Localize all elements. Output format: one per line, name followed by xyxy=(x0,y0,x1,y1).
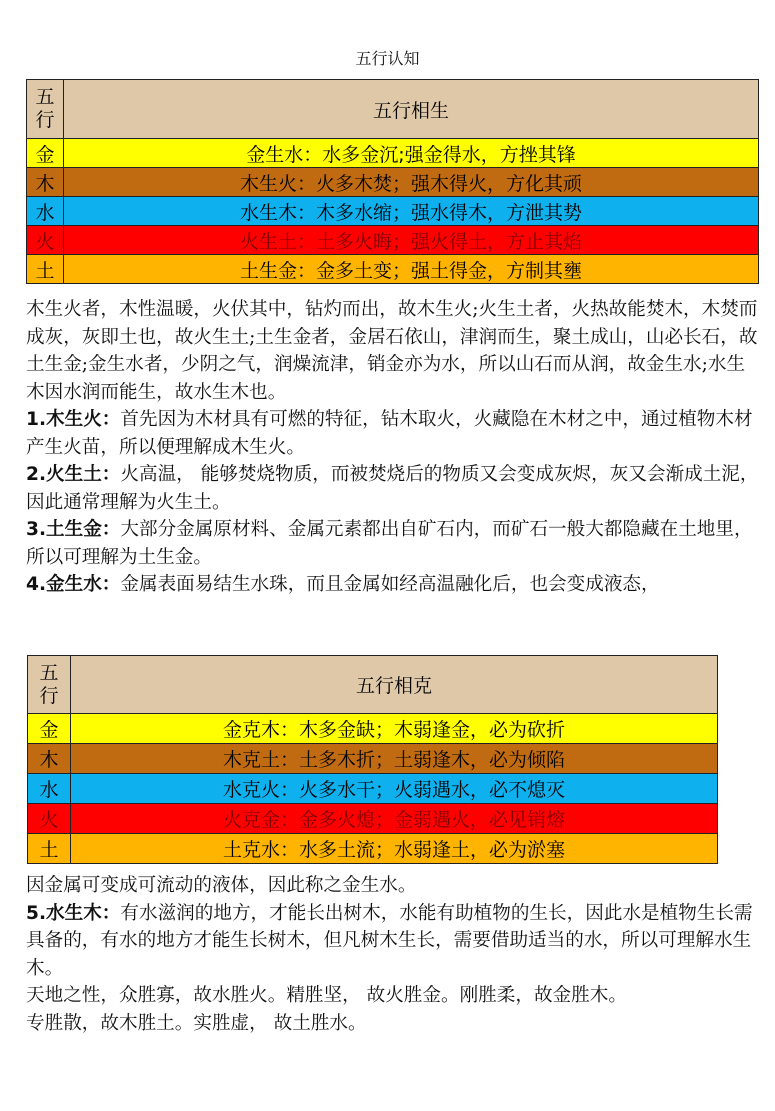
table-row xyxy=(28,714,718,744)
list-item xyxy=(26,571,760,599)
restraint-table xyxy=(27,655,718,864)
table-row xyxy=(28,834,718,864)
body-text-lower xyxy=(26,872,760,1037)
list-item xyxy=(26,461,760,516)
list-item xyxy=(26,406,760,461)
generation-table xyxy=(26,79,759,284)
table-row xyxy=(27,197,759,226)
element-cell-water: 水 xyxy=(27,197,64,226)
table-row xyxy=(27,168,759,197)
item-label: 3.土生金： xyxy=(26,519,121,540)
intro-paragraph: 木生火者，木性温暖，火伏其中，钻灼而出，故木生火;火生土者，火热故能焚木，木焚而成灰，灰即土也，故火生土;土生金者，金居石依山，津润而生，聚土成山，山必长石，故土生金;金生水者，少阴之气，润燥流津，销金亦为水，所以山石而从润，故金生水;水生木因水润而能生，故水生木也。 xyxy=(26,299,758,403)
table-row xyxy=(28,744,718,774)
item-text: 首先因为木材具有可燃的特征，钻木取火，火藏隐在木材之中，通过植物木材产生火苗，所以便理解成木生火。 xyxy=(26,409,753,458)
element-cell-wood: 木 xyxy=(27,168,64,197)
element-cell-metal: 金 xyxy=(28,714,71,744)
continuation-paragraph: 因金属可变成可流动的液体，因此称之金生水。 xyxy=(26,875,417,896)
table-row xyxy=(27,139,759,168)
header-element-label: 五行 xyxy=(35,86,55,131)
page-title: 五行认知 xyxy=(355,49,420,68)
relation-cell: 土克水：水多土流；水弱逢土，必为淤塞 xyxy=(71,834,718,864)
relation-cell: 水生木：木多水缩；强水得木，方泄其势 xyxy=(64,197,759,226)
item-text: 有水滋润的地方，才能长出树木，水能有助植物的生长，因此水是植物生长需具备的，有水的地方才能生长树木，但凡树木生长，需要借助适当的水，所以可理解水生木。 xyxy=(26,902,753,979)
relation-cell: 土生金：金多土变；强土得金，方制其壅 xyxy=(64,255,759,284)
element-cell-fire: 火 xyxy=(28,804,71,834)
header-title-cell: 五行相生 xyxy=(64,80,759,139)
relation-cell: 金生水：水多金沉;强金得水，方挫其锋 xyxy=(64,139,759,168)
closing-line: 天地之性，众胜寡，故水胜火。精胜坚， 故火胜金。刚胜柔，故金胜木。 xyxy=(26,985,627,1006)
list-item xyxy=(26,516,760,571)
table-row xyxy=(28,774,718,804)
item-label: 5.水生木： xyxy=(26,902,121,924)
item-label: 2.火生土： xyxy=(26,464,121,485)
element-cell-wood: 木 xyxy=(28,744,71,774)
table-header-row xyxy=(27,80,759,139)
relation-cell: 水克火：火多水干；火弱遇水，必不熄灭 xyxy=(71,774,718,804)
header-element-cell xyxy=(28,656,71,714)
relation-cell: 火克金：金多火熄；金弱遇火，必见销熔 xyxy=(71,804,718,834)
item-text: 大部分金属原材料、金属元素都出自矿石内，而矿石一般大都隐藏在土地里，所以可理解为土生金。 xyxy=(26,519,753,568)
header-element-cell xyxy=(27,80,64,139)
table-row xyxy=(28,804,718,834)
table-row xyxy=(27,255,759,284)
item-label: 4.金生水： xyxy=(26,574,121,595)
relation-cell: 金克木：木多金缺；木弱逢金，必为砍折 xyxy=(71,714,718,744)
element-cell-metal: 金 xyxy=(27,139,64,168)
item-label: 1.木生火： xyxy=(26,409,121,430)
header-element-label: 五行 xyxy=(39,661,59,707)
relation-cell: 火生土：土多火晦；强火得土，方止其焰 xyxy=(64,226,759,255)
header-title-cell: 五行相克 xyxy=(71,656,718,714)
body-text-upper xyxy=(26,296,760,599)
relation-cell: 木生火：火多木焚；强木得火，方化其顽 xyxy=(64,168,759,197)
relation-cell: 木克土：土多木折；土弱逢木，必为倾陷 xyxy=(71,744,718,774)
list-item xyxy=(26,900,760,983)
element-cell-fire: 火 xyxy=(27,226,64,255)
element-cell-water: 水 xyxy=(28,774,71,804)
item-text: 火高温， 能够焚烧物质，而被焚烧后的物质又会变成灰烬，灰又会渐成土泥，因此通常理解为火生土。 xyxy=(26,464,759,513)
table-row xyxy=(27,226,759,255)
table-header-row xyxy=(28,656,718,714)
element-cell-earth: 土 xyxy=(28,834,71,864)
element-cell-earth: 土 xyxy=(27,255,64,284)
item-text: 金属表面易结生水珠，而且金属如经高温融化后，也会变成液态， xyxy=(120,574,660,595)
closing-line: 专胜散，故木胜土。实胜虚， 故土胜水。 xyxy=(26,1012,367,1034)
